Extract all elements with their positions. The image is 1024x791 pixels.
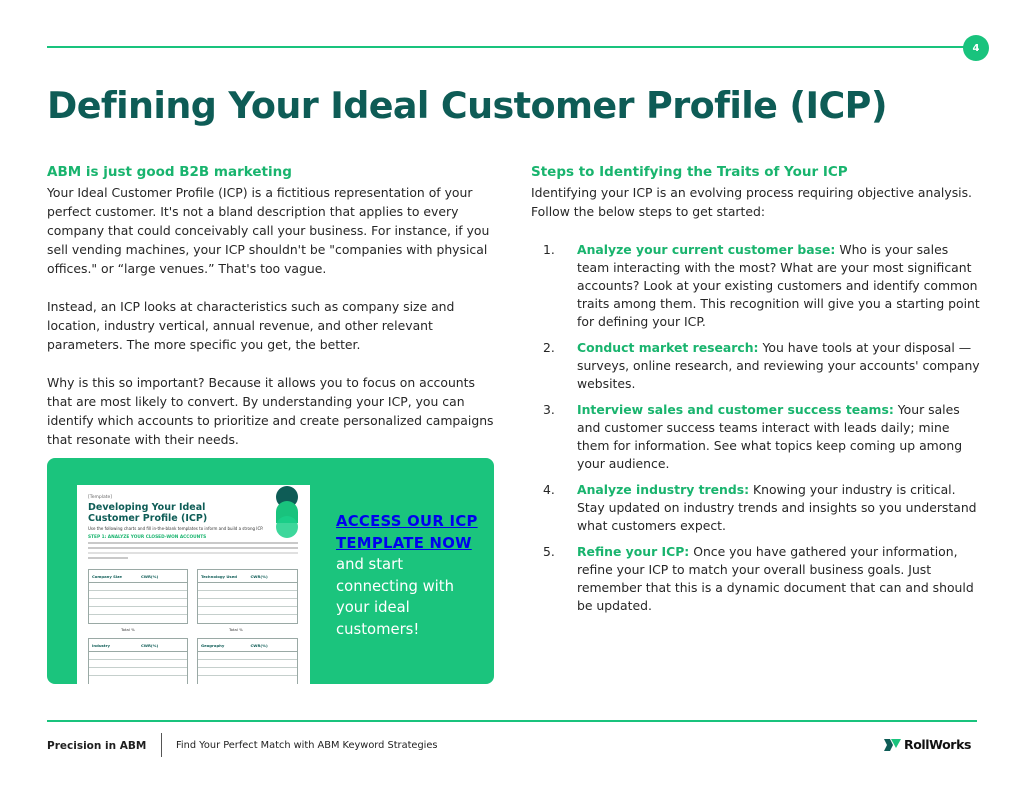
- table-header: Technology Used: [201, 574, 237, 579]
- step-number: 5.: [543, 544, 555, 559]
- step-number: 3.: [543, 402, 555, 417]
- step-text: Who is your sales team interacting with the most? What are your most significant accounts? Look at your existing customers and identify common traits among them. This recognition will give you a starting point for defining your ICP.: [577, 242, 980, 329]
- thumbnail-title: Developing Your Ideal Customer Profile (ICP): [88, 502, 208, 524]
- step-number: 2.: [543, 340, 555, 355]
- table-header: CWR(%): [141, 574, 159, 579]
- right-section-heading: Steps to Identifying the Traits of Your ICP: [531, 164, 848, 180]
- promo-body-text: and start connecting with your ideal customers!: [336, 556, 454, 638]
- step-lead: Analyze industry trends:: [577, 482, 750, 497]
- thumbnail-total-label: Total %: [229, 627, 243, 632]
- rollworks-mark-icon: [884, 738, 901, 752]
- page-title: Defining Your Ideal Customer Profile (ICP): [47, 84, 887, 127]
- thumbnail-subtitle: Use the following charts and fill in-the-blank templates to inform and build a strong ICP.: [88, 526, 264, 531]
- step-text: Once you have gathered your information, refine your ICP to match your overall business goals. Just remember that this is a dynamic document that can and should be updated.: [577, 544, 974, 613]
- steps-intro: Identifying your ICP is an evolving process requiring objective analysis. Follow the below steps to get started:: [531, 185, 972, 219]
- step-number: 1.: [543, 242, 555, 257]
- step-item-2: [531, 339, 981, 393]
- thumbnail-table-geography: [197, 638, 298, 684]
- table-header: Geography: [201, 643, 225, 648]
- logo-text: RollWorks: [904, 737, 972, 752]
- step-lead: Conduct market research:: [577, 340, 759, 355]
- step-item-1: [531, 241, 981, 331]
- footer-document-title: Find Your Perfect Match with ABM Keyword Strategies: [176, 740, 438, 751]
- footer-divider: [161, 733, 162, 757]
- step-lead: Interview sales and customer success teams:: [577, 402, 894, 417]
- promo-text-block: [336, 511, 486, 640]
- footer-rule: [47, 720, 977, 722]
- icp-template-promo-card[interactable]: [47, 458, 494, 684]
- access-icp-template-link[interactable]: ACCESS OUR ICP TEMPLATE NOW: [336, 513, 478, 552]
- footer-section-name: Precision in ABM: [47, 740, 147, 752]
- thumbnail-total-label: Total %: [121, 627, 135, 632]
- thumbnail-tag: [Template]: [88, 495, 113, 500]
- step-item-5: [531, 543, 981, 615]
- step-lead: Refine your ICP:: [577, 544, 690, 559]
- step-item-3: [531, 401, 981, 473]
- step-item-4: [531, 481, 981, 535]
- table-header: CWR(%): [250, 643, 268, 648]
- rollworks-logo: [884, 737, 971, 752]
- table-header: CWR(%): [141, 643, 159, 648]
- right-column: [531, 164, 981, 623]
- left-column: [47, 164, 497, 449]
- table-header: Company Size: [92, 574, 122, 579]
- step-lead: Analyze your current customer base:: [577, 242, 836, 257]
- steps-list: [531, 241, 981, 615]
- left-paragraph-3: Why is this so important? Because it allows you to focus on accounts that are most likely to convert. By understanding your ICP, you can identify which accounts to prioritize and create personalized campaigns that resonate with their needs.: [47, 375, 494, 447]
- thumbnail-text-lines: [88, 542, 298, 562]
- thumbnail-step-label: STEP 1: ANALYZE YOUR CLOSED-WON ACCOUNTS: [88, 535, 207, 540]
- table-header: CWR(%): [250, 574, 268, 579]
- left-paragraph-2: Instead, an ICP looks at characteristics such as company size and location, industry vertical, annual revenue, and other relevant parameters. The more specific you get, the better.: [47, 299, 455, 352]
- page-number-badge: 4: [963, 35, 989, 61]
- step-number: 4.: [543, 482, 555, 497]
- step-text: Knowing your industry is critical. Stay updated on industry trends and insights so you understand what customers expect.: [577, 482, 977, 533]
- thumbnail-table-industry: [88, 638, 188, 684]
- step-text: You have tools at your disposal — surveys, online research, and reviewing your accounts' company websites.: [577, 340, 980, 391]
- header-rule: [47, 46, 965, 48]
- thumbnail-table-company-size: [88, 569, 188, 624]
- left-section-heading: ABM is just good B2B marketing: [47, 164, 292, 180]
- step-text: Your sales and customer success teams interact with leads daily; mine them for information. See what topics keep coming up among your audience.: [577, 402, 963, 471]
- table-header: Industry: [92, 643, 110, 648]
- template-thumbnail[interactable]: [77, 485, 310, 684]
- left-paragraph-1: Your Ideal Customer Profile (ICP) is a fictitious representation of your perfect customer. It's not a bland description that applies to every company that could conceivably call your business. For instance, if you sell vending machines, your ICP shouldn't be "companies with physical offices." or “large venues.” That's too vague.: [47, 185, 490, 276]
- thumbnail-table-technology: [197, 569, 298, 624]
